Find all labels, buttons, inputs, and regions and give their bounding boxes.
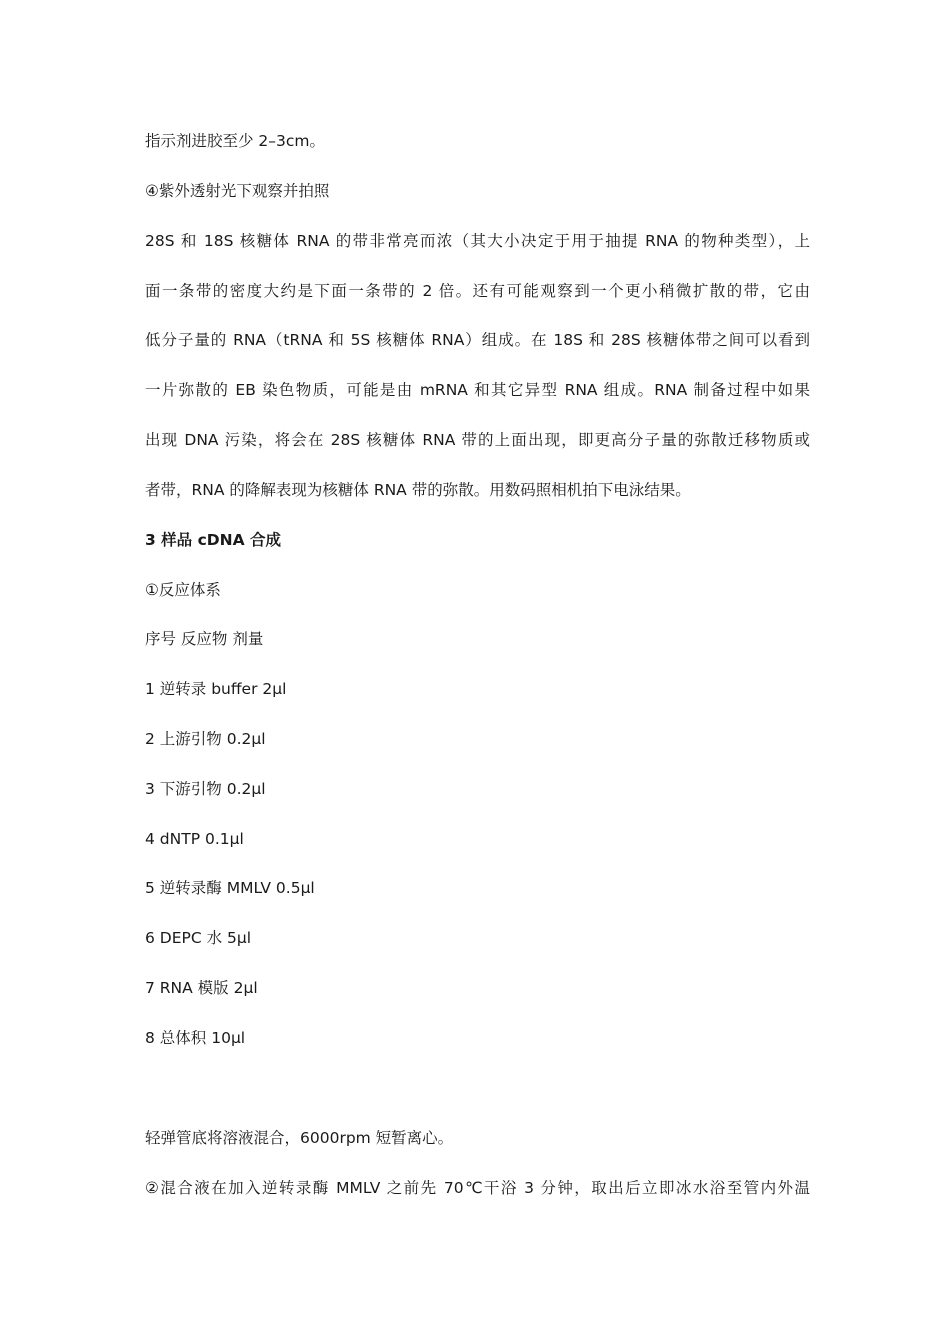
table-row: 3 下游引物 0.2μl (145, 780, 266, 798)
table-row: 4 dNTP 0.1μl (145, 830, 244, 848)
table-row: 2 上游引物 0.2μl (145, 730, 266, 748)
table-row: 8 总体积 10μl (145, 1029, 246, 1047)
text-line: 28S 和 18S 核糖体 RNA 的带非常亮而浓（其大小决定于用于抽提 RNA 的物种类型），上 (145, 232, 810, 250)
text-line: 出现 DNA 污染，将会在 28S 核糖体 RNA 带的上面出现，即更高分子量的弥散迁移物质或 (145, 431, 810, 449)
table-header: 序号 反应物 剂量 (145, 630, 264, 648)
text-line: 一片弥散的 EB 染色物质，可能是由 mRNA 和其它异型 RNA 组成。RNA 制备过程中如果 (145, 381, 810, 399)
text-line: 轻弹管底将溶液混合，6000rpm 短暂离心。 (145, 1129, 454, 1147)
table-row: 6 DEPC 水 5μl (145, 929, 252, 947)
text-line: ④紫外透射光下观察并拍照 (145, 182, 330, 200)
section-heading: 3 样品 cDNA 合成 (145, 531, 281, 549)
text-line: 面一条带的密度大约是下面一条带的 2 倍。还有可能观察到一个更小稍微扩散的带，它由 (145, 282, 810, 300)
table-row: 1 逆转录 buffer 2μl (145, 680, 287, 698)
text-line: 低分子量的 RNA（tRNA 和 5S 核糖体 RNA）组成。在 18S 和 28S 核糖体带之间可以看到 (145, 331, 810, 349)
table-row: 5 逆转录酶 MMLV 0.5μl (145, 879, 315, 897)
text-line: ①反应体系 (145, 581, 221, 599)
text-line: 指示剂进胶至少 2–3cm。 (145, 132, 326, 150)
table-row: 7 RNA 模版 2μl (145, 979, 258, 997)
text-line: ②混合液在加入逆转录酶 MMLV 之前先 70℃干浴 3 分钟，取出后立即冰水浴至管内外温 (145, 1179, 810, 1197)
text-line: 者带，RNA 的降解表现为核糖体 RNA 带的弥散。用数码照相机拍下电泳结果。 (145, 481, 691, 499)
